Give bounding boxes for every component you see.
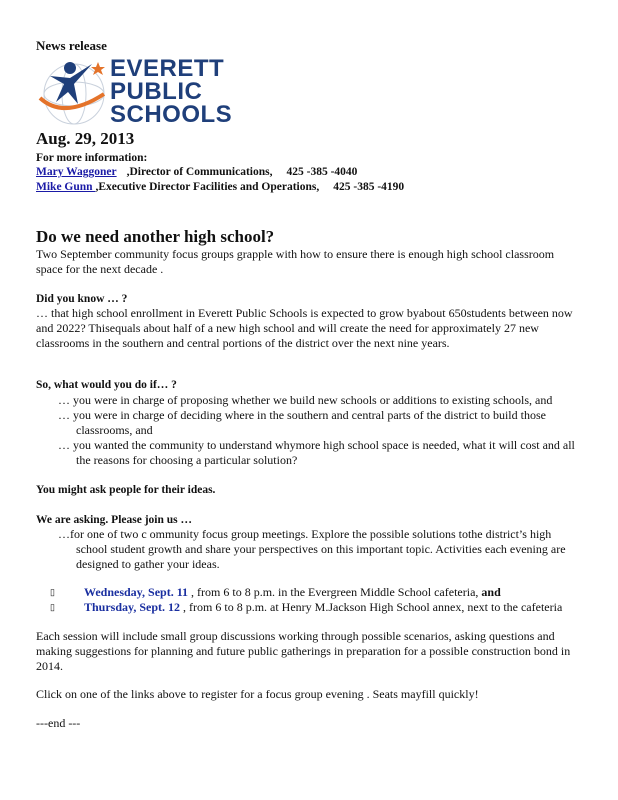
contact-row	[36, 165, 357, 179]
logo-figure-icon	[34, 54, 114, 130]
we-are-asking-text: …for one of two c ommunity focus group meetings. Explore the possible solutions tothe district’s high school student growth and share your perspectives on this important topic. Activities each evening are designed to gather your ideas.	[58, 527, 566, 571]
session-link-wednesday[interactable]: Wednesday, Sept. 11	[84, 585, 189, 599]
contact-role: ,Director of Communications,	[126, 166, 273, 178]
each-session-paragraph: Each session will include small group discussions working through possible scenarios, asking questions and making suggestions for planning and future public gatherings in preparation for a possible construction bond in 2014.	[36, 629, 571, 673]
session-details: , from 6 to 8 p.m. at Henry M.Jackson High School annex, next to the cafeteria	[180, 600, 563, 614]
so-what-list	[40, 393, 580, 468]
logo-text-schools: SCHOOLS	[110, 101, 233, 128]
list-item	[50, 585, 590, 600]
session-suffix: and	[478, 585, 501, 599]
so-what-heading: So, what would you do if… ?	[36, 379, 177, 391]
did-you-know-heading: Did you know … ?	[36, 293, 128, 305]
intro-paragraph: Two September community focus groups grapple with how to ensure there is enough high school classroom space for the next decade .	[36, 247, 555, 276]
did-you-know-text: … that high school enrollment in Everett Public Schools is expected to grow byabout 650students between now and 2022? Thisequals about half of a new high school and will create the need for approximately 27 new classrooms in the southern and central portions of the district over the next nine years.	[36, 306, 573, 350]
session-details: , from 6 to 8 p.m. in the Evergreen Middle School cafeteria,	[188, 585, 479, 599]
contact-row	[36, 180, 404, 194]
list-item	[50, 600, 590, 615]
bullet-icon: ▯	[50, 602, 55, 612]
session-list	[50, 585, 590, 615]
list-item: … you were in charge of deciding where in the southern and central parts of the district to build those classrooms, and	[58, 408, 546, 437]
click-on-paragraph: Click on one of the links above to register for a focus group evening . Seats mayfill quickly!	[36, 687, 479, 701]
logo-text-everett: EVERETT	[110, 55, 225, 82]
release-date: Aug. 29, 2013	[36, 129, 135, 148]
end-marker: ---end ---	[36, 716, 81, 730]
contact-phone: 425 -385 -4190	[333, 181, 405, 193]
list-item: … you were in charge of proposing whether we build new schools or additions to existing schools, and	[58, 393, 553, 407]
news-release-label: News release	[36, 38, 107, 53]
headline: Do we need another high school?	[36, 227, 275, 246]
contact-phone: 425 -385 -4040	[286, 166, 358, 178]
more-info-label: For more information:	[36, 152, 148, 164]
list-item: … you wanted the community to understand whymore high school space is needed, what it will cost and all the reasons for choosing a particular solution?	[58, 438, 575, 467]
logo-text-public: PUBLIC	[110, 78, 203, 105]
ask-people-text: You might ask people for their ideas.	[36, 484, 216, 496]
contact-role: ,Executive Director Facilities and Operations,	[95, 181, 320, 193]
we-are-asking-heading: We are asking. Please join us …	[36, 514, 193, 526]
bullet-icon: ▯	[50, 587, 55, 597]
contact-link-gunn[interactable]: Mike Gunn	[36, 181, 96, 193]
contact-link-waggoner[interactable]: Mary Waggoner	[36, 166, 117, 178]
session-link-thursday[interactable]: Thursday, Sept. 12	[84, 600, 181, 614]
district-logo	[34, 54, 233, 130]
